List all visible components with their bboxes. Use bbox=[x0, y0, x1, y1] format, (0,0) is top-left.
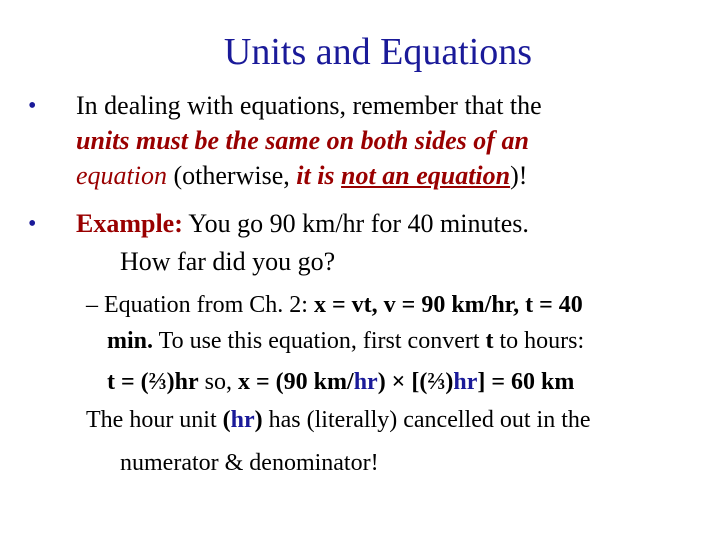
bullet1-otherwise: (otherwise, bbox=[167, 161, 297, 190]
paren-close: ) bbox=[254, 407, 263, 433]
bullet2-question-a: You go 90 km/hr for 40 minutes. bbox=[182, 209, 529, 238]
sub-t: t bbox=[485, 328, 494, 354]
sub-line5: numerator & denominator! bbox=[120, 450, 379, 476]
hr-unit-1: hr bbox=[353, 369, 378, 395]
x-calc-b: ) × [(⅔) bbox=[377, 369, 454, 395]
hour-unit-text: The hour unit bbox=[86, 407, 223, 433]
so-text: so, bbox=[198, 369, 238, 395]
dash-icon: – bbox=[86, 292, 98, 318]
x-calc-a: x = (90 km/ bbox=[238, 369, 354, 395]
bullet1-equation-word: equation bbox=[76, 161, 167, 190]
sub-line3 bbox=[107, 367, 574, 397]
bullet1-units-emphasis: units must be the same on both sides of an bbox=[76, 126, 529, 155]
paren-open: ( bbox=[222, 407, 231, 433]
bullet1-line1: In dealing with equations, remember that the bbox=[76, 91, 542, 120]
sub-line2 bbox=[107, 326, 584, 356]
sub-to-hours: to hours: bbox=[493, 328, 585, 354]
sub-line4 bbox=[86, 405, 591, 435]
cancelled-text: has (literally) cancelled out in the bbox=[262, 407, 591, 433]
bullet1-not-an-equation: not an equation bbox=[341, 161, 511, 190]
sub-line1 bbox=[86, 290, 583, 320]
bullet-icon: • bbox=[28, 211, 37, 237]
bullet-icon: • bbox=[28, 93, 37, 119]
bullet1-line3 bbox=[76, 160, 527, 192]
bullet1-it-is: it is bbox=[296, 161, 342, 190]
bullet2-line1 bbox=[76, 208, 529, 240]
t-equals: t = (⅔)hr bbox=[107, 369, 199, 395]
sub-min: min. bbox=[107, 328, 154, 354]
x-calc-c: ] = 60 km bbox=[477, 369, 575, 395]
sub-equation-intro: Equation from Ch. 2: bbox=[98, 292, 314, 318]
sub-equation-values: x = vt, v = 90 km/hr, t = 40 bbox=[313, 292, 583, 318]
bullet2-line2: How far did you go? bbox=[120, 247, 336, 276]
hr-unit-2: hr bbox=[453, 369, 478, 395]
slide-title: Units and Equations bbox=[223, 31, 533, 73]
hr-unit-3: hr bbox=[230, 407, 255, 433]
example-label: Example: bbox=[76, 209, 183, 238]
bullet1-line2 bbox=[76, 125, 529, 157]
sub-convert-text: To use this equation, first convert bbox=[153, 328, 486, 354]
bullet1-close: )! bbox=[510, 161, 528, 190]
